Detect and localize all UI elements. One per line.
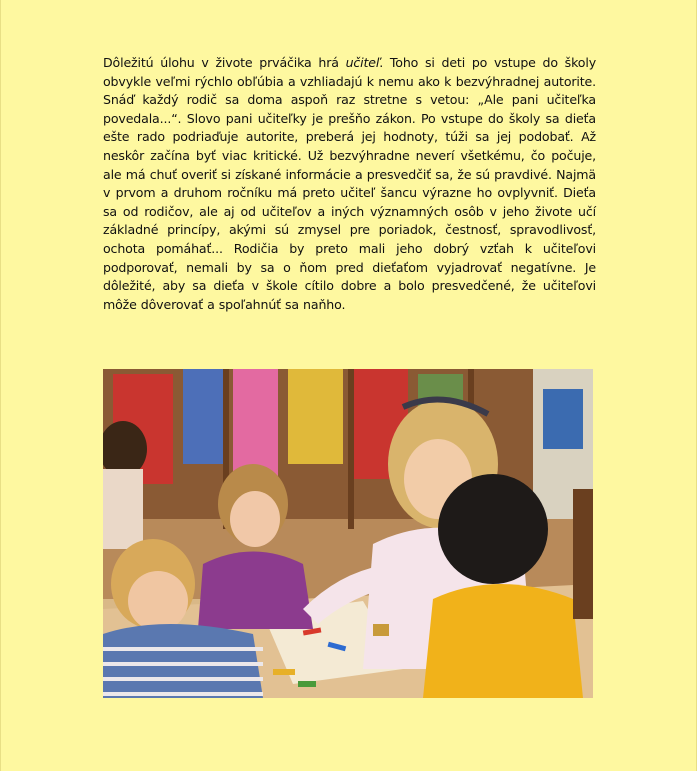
paragraph-text-rest: . Toho si deti po vstupe do školy obvykle veľmi rýchlo obľúbia a vzhliadajú k nemu ako k bezvýhradnej autorite. Snáď každý rodič sa doma aspoň raz stretne s vetou: „Ale pani učiteľka povedala...“. Slovo pani učiteľky je prešňo zákon. Po vstupe do školy sa dieťa ešte rado podriaďuje autorite, preberá jej hodnoty, túži sa jej podobať. Až neskôr začína byť viac kritické. Už bezvýhradne neverí všetkému, čo počuje, ale má chuť overiť si získané informácie a presvedčiť sa, že sú pravdivé. Najmä v prvom a druhom ročníku má preto učiteľ šancu výrazne ho ovplyvniť. Dieťa sa od rodičov, ale aj od učiteľov a iných významných osôb v jeho živote učí základné princípy, akými sú zmysel pre poriadok, čestnosť, spravodlivosť, ochota pomáhať... Rodičia by preto mali jeho dobrý vzťah k učiteľovi podporovať, nemali by sa o ňom pred dieťaťom vyjadrovať negatívne. Je dôležité, aby sa dieťa v škole cítilo dobre a bolo presvedčené, že učiteľovi môže dôverovať a spoľahnúť sa naňho.	[103, 55, 596, 312]
emphasized-word: učiteľ	[345, 55, 380, 70]
classroom-illustration	[103, 369, 593, 698]
paragraph-text-start: Dôležitú úlohu v živote prváčika hrá	[103, 55, 346, 70]
classroom-photo	[103, 369, 593, 698]
article-paragraph	[103, 54, 596, 314]
